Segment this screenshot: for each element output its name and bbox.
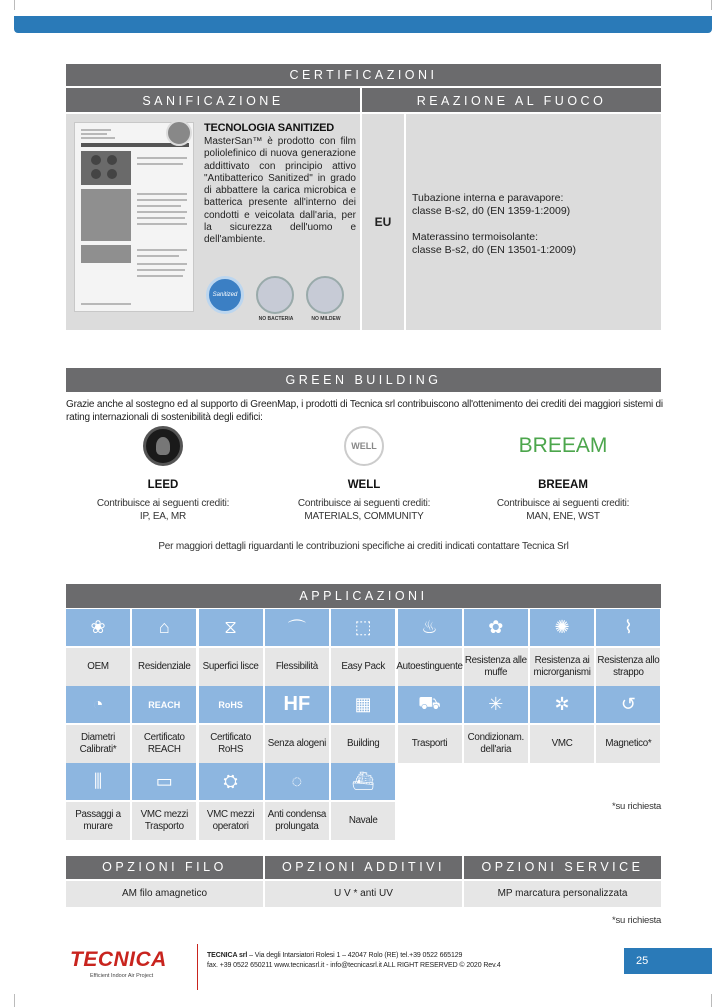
application-icon: ▭ xyxy=(132,763,196,800)
sanitized-badge: Sanitized xyxy=(206,276,246,322)
application-label: Easy Pack xyxy=(331,648,395,686)
application-label: Trasporti xyxy=(398,725,462,763)
applicazioni-section xyxy=(66,584,661,608)
application-icon: RoHS xyxy=(199,686,263,723)
application-item xyxy=(66,686,130,763)
crop-mark xyxy=(14,994,15,1007)
application-icon: ✿ xyxy=(464,609,528,646)
certificate-document-image xyxy=(74,122,194,312)
application-label: Certificato REACH xyxy=(132,725,196,763)
application-label: Condizionam. dell'aria xyxy=(464,725,528,763)
application-item xyxy=(265,686,329,763)
application-label: Senza alogeni xyxy=(265,725,329,763)
sanificazione-header: SANIFICAZIONE xyxy=(66,86,362,112)
su-richiesta-note: *su richiesta xyxy=(612,801,662,812)
application-item xyxy=(132,686,196,763)
application-label: VMC mezzi Trasporto xyxy=(132,802,196,840)
breeam-logo-icon: BREEAM xyxy=(518,434,608,457)
sanitized-logo xyxy=(166,120,192,146)
footer-contact: TECNICA srl – Via degli Intarsiatori Rolesi 1 – 42047 Rolo (RE) tel.+39 0522 665129 fax. +39 0522 650211 www.tecnicasrl.it - info@tecnicasrl.it ALL RIGHT RESERVED © 2020 Rev.4 xyxy=(207,952,501,969)
application-label: Autoestinguente xyxy=(398,648,462,686)
reazione-fuoco-header: REAZIONE AL FUOCO xyxy=(362,86,661,112)
opzioni-filo: OPZIONI FILO AM filo amagnetico xyxy=(66,856,263,907)
certificazioni-section xyxy=(66,64,661,330)
application-icon: ❀ xyxy=(66,609,130,646)
application-item xyxy=(199,609,263,686)
application-label: Resistenza alle muffe xyxy=(464,648,528,686)
application-item xyxy=(464,686,528,763)
tecnologia-sanitized-title: TECNOLOGIA SANITIZED xyxy=(204,122,335,134)
application-icon: REACH xyxy=(132,686,196,723)
application-item xyxy=(530,686,594,763)
opzioni-su-richiesta-note: *su richiesta xyxy=(612,915,662,926)
application-icon: ⬚ xyxy=(331,609,395,646)
application-label: Resistenza allo strappo xyxy=(596,648,660,686)
footer-divider xyxy=(197,944,198,990)
application-item xyxy=(530,609,594,686)
application-item xyxy=(265,763,329,840)
application-item xyxy=(265,609,329,686)
top-accent-bar xyxy=(14,16,712,33)
application-item xyxy=(66,609,130,686)
opzioni-service: OPZIONI SERVICE MP marcatura personalizzata xyxy=(464,856,661,907)
region-eu: EU xyxy=(362,114,406,330)
reazione-fuoco-text: Tubazione interna e paravapore: classe B-s2, d0 (EN 1359-1:2009) Materassino termoisolante: classe B-s2, d0 (EN 13501-1:2009) xyxy=(406,114,661,330)
application-item xyxy=(398,609,462,686)
application-item xyxy=(199,763,263,840)
green-building-title: GREEN BUILDING xyxy=(66,368,661,392)
application-item xyxy=(596,609,660,686)
page-number: 25 xyxy=(624,948,712,974)
application-icon: ⛴ xyxy=(331,763,395,800)
application-icon: ✳ xyxy=(464,686,528,723)
application-label: OEM xyxy=(66,648,130,686)
crop-mark xyxy=(14,0,15,10)
application-item xyxy=(132,763,196,840)
application-icon: ⛭ xyxy=(199,763,263,800)
crop-mark xyxy=(711,994,712,1007)
tecnologia-sanitized-text: MasterSan™ è prodotto con film poliolefinico di nuova generazione addittivato con principio attivo "Antibatterico Sanitized" in grado di abbattere la carica microbica e batterica presente all'interno dei condotti e veicolata dall'aria, per la sicurezza dell'uomo e dell'ambiente. xyxy=(204,136,356,246)
no-mildew-badge: NO MILDEW xyxy=(306,276,346,322)
well-logo-icon: WELL xyxy=(344,426,384,466)
application-label: Navale xyxy=(331,802,395,840)
application-item xyxy=(132,609,196,686)
application-item xyxy=(464,609,528,686)
application-label: Building xyxy=(331,725,395,763)
opzioni-section xyxy=(66,856,661,907)
application-icon: ✺ xyxy=(530,609,594,646)
crop-mark xyxy=(711,0,712,10)
application-label: Diametri Calibrati* xyxy=(66,725,130,763)
green-building-section xyxy=(66,368,661,392)
application-item xyxy=(66,763,130,840)
application-label: Residenziale xyxy=(132,648,196,686)
application-icon: ⧖ xyxy=(199,609,263,646)
application-label: Superfici lisce xyxy=(199,648,263,686)
application-label: Flessibilità xyxy=(265,648,329,686)
application-icon: ↺ xyxy=(596,686,660,723)
no-bacteria-badge: NO BACTERIA xyxy=(256,276,296,322)
application-icon: ⫼ xyxy=(66,763,130,800)
application-icon: ◔ xyxy=(66,686,130,723)
application-icon: ♨ xyxy=(398,609,462,646)
application-item xyxy=(331,686,395,763)
application-label: Passaggi a murare xyxy=(66,802,130,840)
application-label: Magnetico* xyxy=(596,725,660,763)
tecnica-logo: TECNICA Efficient Indoor Air Project xyxy=(70,948,167,979)
application-icon: ⌂ xyxy=(132,609,196,646)
opzioni-additivi: OPZIONI ADDITIVI U V * anti UV xyxy=(265,856,462,907)
application-label: VMC xyxy=(530,725,594,763)
application-icon: HF xyxy=(265,686,329,723)
green-building-intro: Grazie anche al sostegno ed al supporto di GreenMap, i prodotti di Tecnica srl contribuiscono all'ottenimento dei crediti dei maggiori sistemi di rating internazionali di sostenibilità degli edifici: xyxy=(66,399,663,423)
application-icon: ✲ xyxy=(530,686,594,723)
application-icon: ◌ xyxy=(265,763,329,800)
application-label: Anti condensa prolungata xyxy=(265,802,329,840)
sanitized-panel xyxy=(66,114,362,330)
application-label: Certificato RoHS xyxy=(199,725,263,763)
application-icon: ⌇ xyxy=(596,609,660,646)
application-item xyxy=(199,686,263,763)
application-icon: ▦ xyxy=(331,686,395,723)
rating-well: WELL WELL Contribuisce ai seguenti crediti: MATERIALS, COMMUNITY xyxy=(269,426,459,523)
application-icon: ⌒ xyxy=(265,609,329,646)
application-icon: ⛟ xyxy=(398,686,462,723)
application-label: Resistenza ai microrganismi xyxy=(530,648,594,686)
application-item xyxy=(331,763,395,840)
application-item xyxy=(596,686,660,763)
rating-leed: LEED Contribuisce ai seguenti crediti: IP, EA, MR xyxy=(68,426,258,523)
green-building-note: Per maggiori dettagli riguardanti le contribuzioni specifiche ai crediti indicati contattare Tecnica Srl xyxy=(158,541,569,552)
application-label: VMC mezzi operatori xyxy=(199,802,263,840)
application-item xyxy=(331,609,395,686)
rating-breeam: BREEAM BREEAM Contribuisce ai seguenti crediti: MAN, ENE, WST xyxy=(496,434,630,522)
applicazioni-title: APPLICAZIONI xyxy=(66,584,661,608)
leed-logo-icon xyxy=(143,426,183,466)
application-item xyxy=(398,686,462,763)
certificazioni-title: CERTIFICAZIONI xyxy=(66,64,661,86)
